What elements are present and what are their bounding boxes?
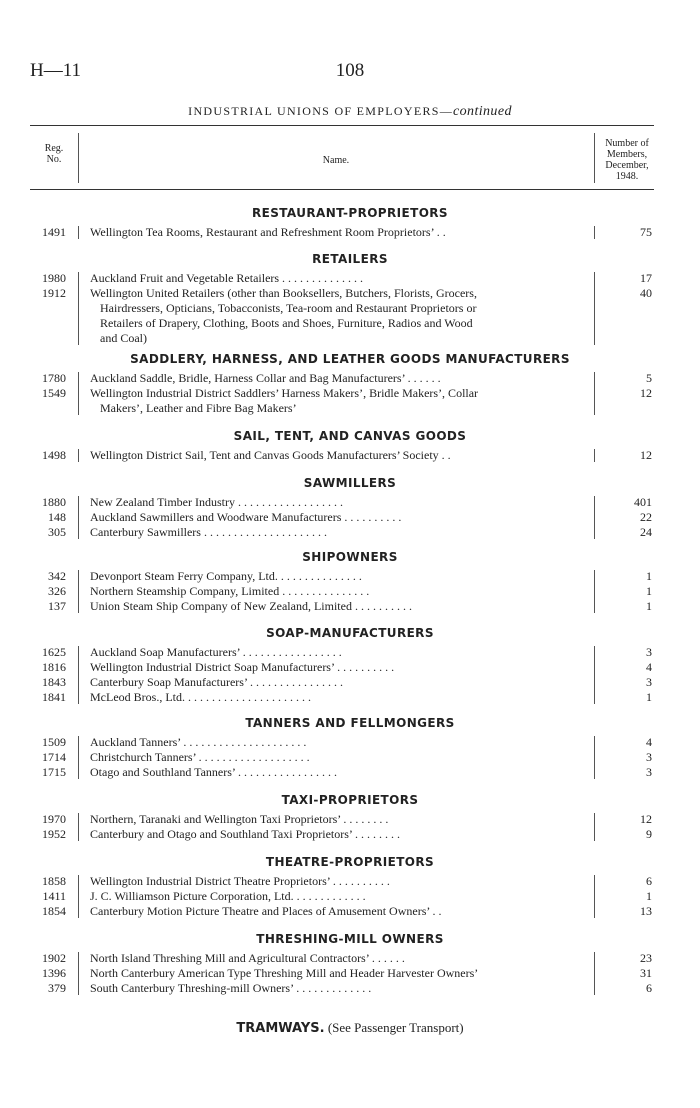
union-name — [90, 951, 592, 966]
member-count: 4 — [646, 660, 652, 674]
column-header-name: Name. — [322, 155, 350, 166]
union-name-line: North Canterbury American Type Threshing Mill and Header Harvester Owners’ — [90, 966, 479, 980]
member-count: 75 — [640, 225, 652, 239]
union-name — [90, 569, 592, 584]
member-count: 3 — [646, 750, 652, 764]
union-name — [90, 966, 592, 981]
reg-number: 1396 — [42, 966, 66, 980]
reg-number: 137 — [48, 599, 66, 613]
union-name — [90, 765, 592, 780]
union-name-line: Devonport Steam Ferry Company, Ltd. . . . . . . . . . . . . . . — [90, 569, 362, 583]
reg-number: 1715 — [42, 765, 66, 779]
member-count: 1 — [646, 889, 652, 903]
member-count: 12 — [640, 448, 652, 462]
reg-number: 1980 — [42, 271, 66, 285]
column-rule-right — [594, 372, 595, 415]
column-header-members-line: 1948. — [615, 171, 639, 182]
reg-number: 1498 — [42, 448, 66, 462]
column-header-members — [596, 138, 658, 182]
union-name — [90, 271, 592, 286]
table-title-main: INDUSTRIAL UNIONS OF EMPLOYERS— — [188, 104, 454, 118]
union-name-line: Auckland Tanners’ . . . . . . . . . . . . . . . . . . . . . — [90, 735, 307, 749]
union-name-line: McLeod Bros., Ltd. . . . . . . . . . . . . . . . . . . . . . — [90, 690, 311, 704]
union-name — [90, 495, 592, 510]
union-name — [90, 750, 592, 765]
column-rule-right — [594, 272, 595, 345]
union-name — [90, 286, 592, 346]
member-count: 3 — [646, 645, 652, 659]
reg-number: 1970 — [42, 812, 66, 826]
column-rule-right — [594, 570, 595, 613]
section-heading: SADDLERY, HARNESS, AND LEATHER GOODS MANUFACTURERS — [130, 352, 570, 366]
reg-number: 342 — [48, 569, 66, 583]
header-bottom-rule — [30, 189, 654, 190]
section-heading: RETAILERS — [312, 252, 388, 266]
union-name — [90, 735, 592, 750]
union-name-continuation: Retailers of Drapery, Clothing, Boots and Shoes, Furniture, Radios and Wood — [100, 316, 473, 330]
footer-note — [0, 1020, 700, 1036]
column-rule-right — [594, 646, 595, 704]
member-count: 9 — [646, 827, 652, 841]
reg-number: 1816 — [42, 660, 66, 674]
union-name — [90, 525, 592, 540]
union-name-line: Canterbury Soap Manufacturers’ . . . . . . . . . . . . . . . . — [90, 675, 344, 689]
union-name-continuation: Hairdressers, Opticians, Tobacconists, Tea-room and Restaurant Proprietors or — [100, 301, 477, 315]
column-rule-right — [594, 226, 595, 239]
union-name — [90, 448, 592, 463]
union-name-line: Auckland Sawmillers and Woodware Manufacturers . . . . . . . . . . — [90, 510, 402, 524]
section-heading: RESTAURANT-PROPRIETORS — [252, 206, 448, 220]
column-rule-left — [78, 570, 79, 613]
section-heading: TANNERS AND FELLMONGERS — [245, 716, 455, 730]
union-name — [90, 510, 592, 525]
column-rule-left — [78, 226, 79, 239]
union-name-line: Wellington Industrial District Saddlers’ Harness Makers’, Bridle Makers’, Collar — [90, 386, 479, 400]
union-name-line: Otago and Southland Tanners’ . . . . . . . . . . . . . . . . . — [90, 765, 338, 779]
reg-number: 148 — [48, 510, 66, 524]
union-name-line: Wellington Tea Rooms, Restaurant and Refreshment Room Proprietors’ . . — [90, 225, 446, 239]
union-name-line: Auckland Fruit and Vegetable Retailers . . . . . . . . . . . . . . — [90, 271, 364, 285]
reg-number: 1491 — [42, 225, 66, 239]
member-count: 5 — [646, 371, 652, 385]
member-count: 12 — [640, 812, 652, 826]
table-title — [0, 104, 700, 120]
reg-number: 1549 — [42, 386, 66, 400]
column-rule-left — [78, 875, 79, 918]
member-count: 13 — [640, 904, 652, 918]
union-name — [90, 889, 592, 904]
union-name — [90, 827, 592, 842]
member-count: 22 — [640, 510, 652, 524]
reg-number: 1509 — [42, 735, 66, 749]
union-name — [90, 981, 592, 996]
member-count: 24 — [640, 525, 652, 539]
column-header-reg-line: Reg. — [44, 143, 64, 154]
member-count: 3 — [646, 675, 652, 689]
union-name — [90, 690, 592, 705]
reg-number: 1902 — [42, 951, 66, 965]
column-header-reg — [32, 143, 76, 165]
section-heading: SAWMILLERS — [303, 476, 397, 490]
union-name-continuation: Makers’, Leather and Fibre Bag Makers’ — [100, 401, 297, 415]
member-count: 4 — [646, 735, 652, 749]
member-count: 6 — [646, 981, 652, 995]
union-name-line: Canterbury and Otago and Southland Taxi Proprietors’ . . . . . . . . — [90, 827, 400, 841]
section-heading: TAXI-PROPRIETORS — [281, 793, 419, 807]
reg-number: 1880 — [42, 495, 66, 509]
section-heading: SOAP-MANUFACTURERS — [266, 626, 434, 640]
member-count: 12 — [640, 386, 652, 400]
column-rule-right — [594, 952, 595, 995]
reg-number: 1714 — [42, 750, 66, 764]
reg-number: 1411 — [42, 889, 66, 903]
reg-number: 379 — [48, 981, 66, 995]
union-name-line: Auckland Soap Manufacturers’ . . . . . . . . . . . . . . . . . — [90, 645, 342, 659]
column-rule-right — [594, 813, 595, 841]
union-name — [90, 660, 592, 675]
column-rule-left — [78, 449, 79, 462]
member-count: 401 — [634, 495, 652, 509]
union-name-line: New Zealand Timber Industry . . . . . . . . . . . . . . . . . . — [90, 495, 343, 509]
union-name — [90, 675, 592, 690]
member-count: 1 — [646, 569, 652, 583]
member-count: 40 — [640, 286, 652, 300]
column-rule-left — [78, 372, 79, 415]
column-header-members-line: Members, — [606, 149, 648, 160]
member-count: 31 — [640, 966, 652, 980]
union-name-line: Wellington United Retailers (other than Booksellers, Butchers, Florists, Grocers, — [90, 286, 477, 300]
union-name-line: Canterbury Motion Picture Theatre and Places of Amusement Owners’ . . — [90, 904, 442, 918]
union-name-line: Northern Steamship Company, Limited . . . . . . . . . . . . . . . — [90, 584, 370, 598]
reg-number: 1843 — [42, 675, 66, 689]
section-heading: SHIPOWNERS — [302, 550, 398, 564]
member-count: 3 — [646, 765, 652, 779]
section-heading: SAIL, TENT, AND CANVAS GOODS — [233, 429, 467, 443]
member-count: 1 — [646, 690, 652, 704]
column-rule-right — [594, 496, 595, 539]
reg-number: 1858 — [42, 874, 66, 888]
union-name-continuation: and Coal) — [100, 331, 147, 345]
document-reference: H—11 — [30, 60, 82, 81]
column-rule-left — [78, 496, 79, 539]
column-rule-right — [594, 875, 595, 918]
column-header-members-line: Number of — [605, 138, 649, 149]
column-rule-left — [78, 736, 79, 779]
column-rule-right — [594, 736, 595, 779]
member-count: 6 — [646, 874, 652, 888]
footer-bold: TRAMWAYS. — [236, 1021, 325, 1036]
reg-number: 1854 — [42, 904, 66, 918]
column-rule-left — [78, 646, 79, 704]
union-name — [90, 584, 592, 599]
union-name-line: North Island Threshing Mill and Agricultural Contractors’ . . . . . . — [90, 951, 405, 965]
union-name — [90, 812, 592, 827]
union-name — [90, 371, 592, 386]
footer-reference: (See Passenger Transport) — [327, 1020, 464, 1035]
column-rule-left — [78, 813, 79, 841]
column-header-members-line: December, — [605, 160, 649, 171]
union-name — [90, 599, 592, 614]
member-count: 1 — [646, 584, 652, 598]
union-name-line: Canterbury Sawmillers . . . . . . . . . . . . . . . . . . . . . — [90, 525, 327, 539]
reg-number: 305 — [48, 525, 66, 539]
union-name — [90, 386, 592, 416]
column-header-reg-line: No. — [46, 154, 62, 165]
table-title-continued: continued — [453, 104, 512, 119]
reg-number: 1841 — [42, 690, 66, 704]
section-heading: THRESHING-MILL OWNERS — [256, 932, 444, 946]
member-count: 17 — [640, 271, 652, 285]
reg-number: 1780 — [42, 371, 66, 385]
union-name-line: Wellington District Sail, Tent and Canvas Goods Manufacturers’ Society . . — [90, 448, 451, 462]
reg-number: 326 — [48, 584, 66, 598]
union-name-line: Northern, Taranaki and Wellington Taxi Proprietors’ . . . . . . . . — [90, 812, 389, 826]
union-name-line: Wellington Industrial District Theatre Proprietors’ . . . . . . . . . . — [90, 874, 390, 888]
union-name — [90, 645, 592, 660]
union-name — [90, 225, 592, 240]
reg-number: 1625 — [42, 645, 66, 659]
table-top-rule — [30, 125, 654, 126]
header-divider-right — [594, 133, 595, 183]
union-name-line: J. C. Williamson Picture Corporation, Ltd. . . . . . . . . . . . . — [90, 889, 366, 903]
reg-number: 1952 — [42, 827, 66, 841]
column-rule-right — [594, 449, 595, 462]
member-count: 1 — [646, 599, 652, 613]
reg-number: 1912 — [42, 286, 66, 300]
union-name-line: Wellington Industrial District Soap Manufacturers’ . . . . . . . . . . — [90, 660, 395, 674]
union-name — [90, 904, 592, 919]
column-rule-left — [78, 272, 79, 345]
union-name-line: Christchurch Tanners’ . . . . . . . . . . . . . . . . . . . — [90, 750, 310, 764]
union-name — [90, 874, 592, 889]
union-name-line: South Canterbury Threshing-mill Owners’ . . . . . . . . . . . . . — [90, 981, 372, 995]
union-name-line: Union Steam Ship Company of New Zealand, Limited . . . . . . . . . . — [90, 599, 412, 613]
page-number: 108 — [335, 60, 365, 81]
section-heading: THEATRE-PROPRIETORS — [265, 855, 435, 869]
union-name-line: Auckland Saddle, Bridle, Harness Collar and Bag Manufacturers’ . . . . . . — [90, 371, 441, 385]
member-count: 23 — [640, 951, 652, 965]
column-rule-left — [78, 952, 79, 995]
